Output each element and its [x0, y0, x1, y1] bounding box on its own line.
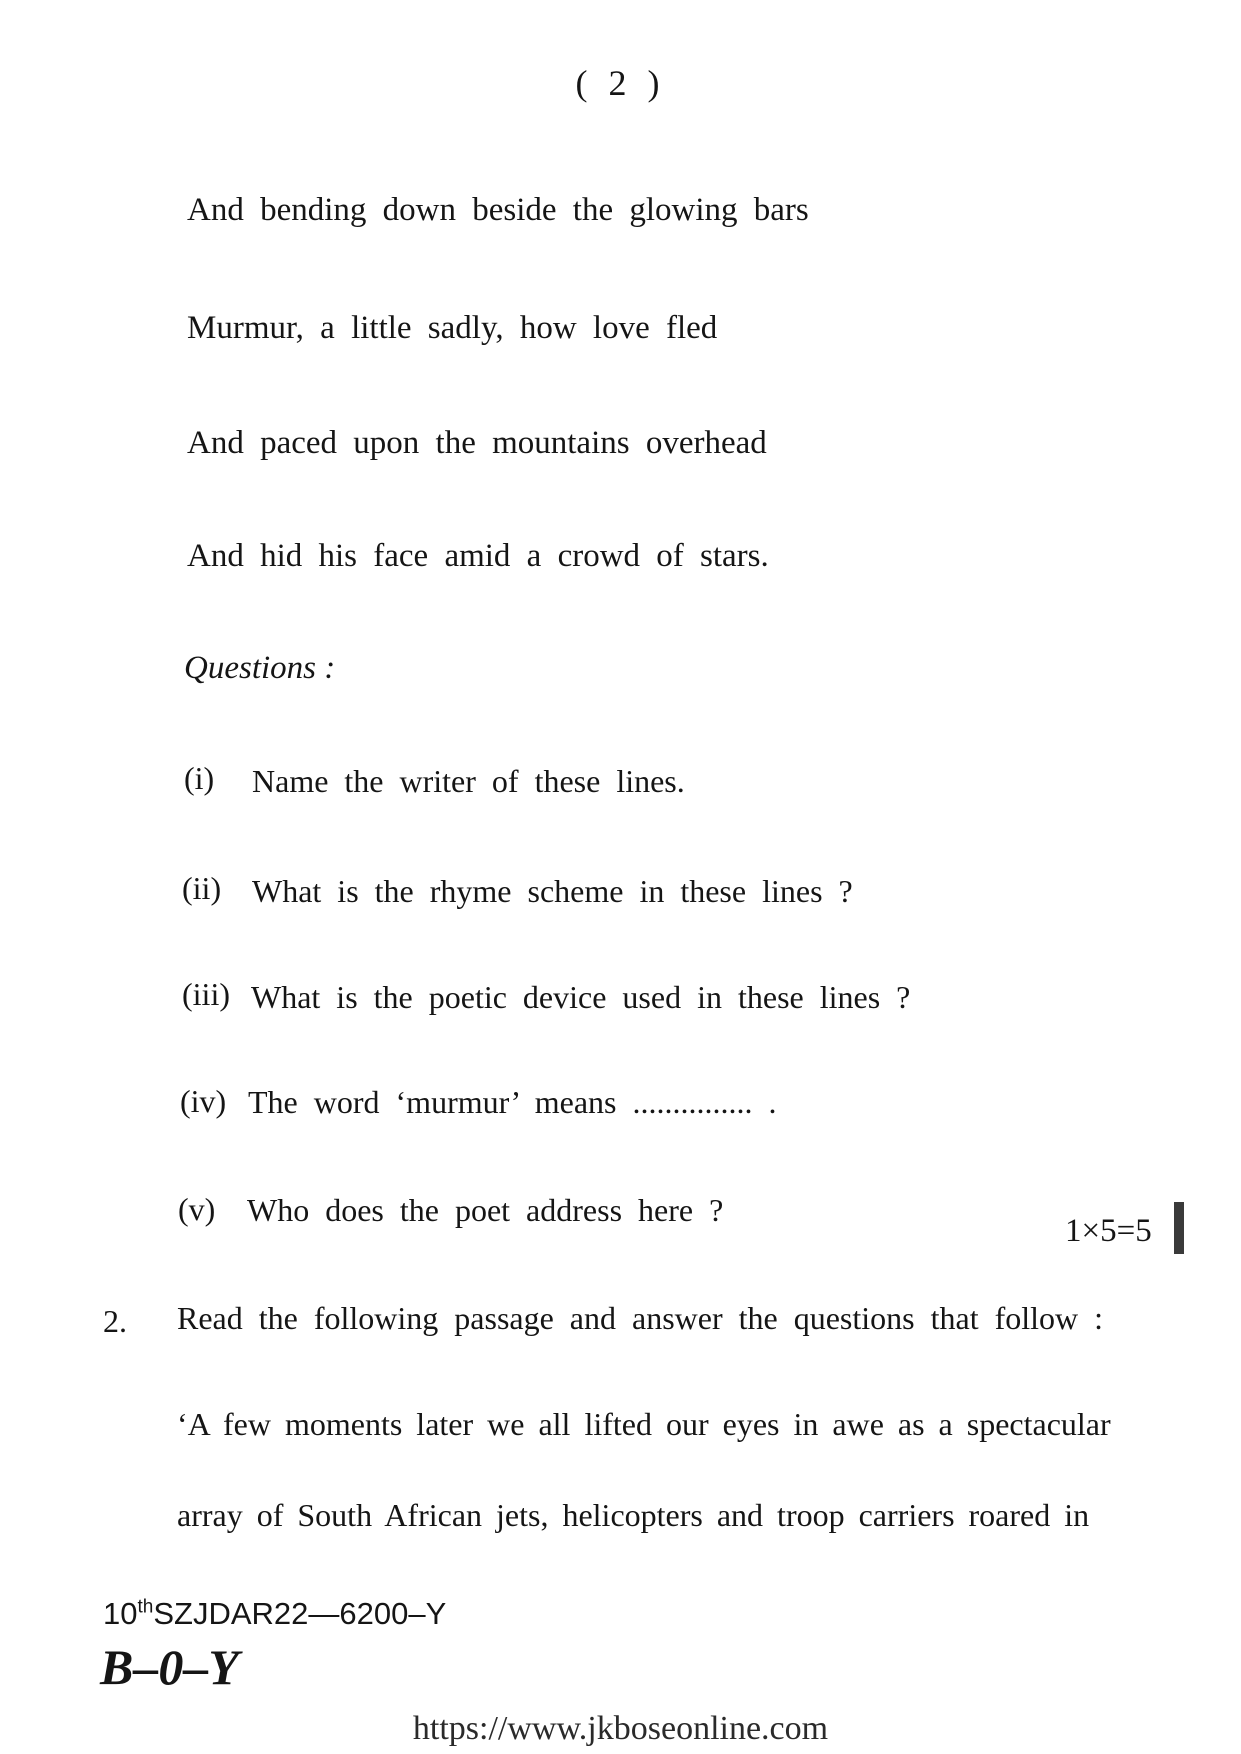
- question-number: (ii): [182, 870, 222, 906]
- page-number: ( 2 ): [575, 63, 666, 103]
- poem-line-1: And bending down beside the glowing bars: [187, 192, 809, 228]
- series-code: B–0–Y: [100, 1639, 239, 1695]
- paper-code-superscript: th: [137, 1596, 154, 1618]
- paper-code: [103, 1596, 446, 1632]
- source-url: https://www.jkboseonline.com: [412, 1710, 829, 1747]
- paper-code-prefix: 10: [103, 1596, 138, 1631]
- question-text: Name the writer of these lines.: [252, 763, 685, 799]
- question-number: (v): [178, 1191, 216, 1227]
- question-2-number: 2.: [103, 1303, 127, 1339]
- question-number: (i): [184, 760, 215, 796]
- poem-line-4: And hid his face amid a crowd of stars.: [187, 538, 769, 574]
- passage-line-1: ‘A few moments later we all lifted our eyes in awe as a spectacular: [177, 1406, 1111, 1442]
- marks-allocation: 1×5=5: [1065, 1213, 1152, 1249]
- question-text: The word ‘murmur’ means ............... .: [248, 1084, 777, 1120]
- passage-line-2: array of South African jets, helicopters and troop carriers roared in: [177, 1497, 1090, 1533]
- question-text: Who does the poet address here ?: [247, 1192, 724, 1228]
- question-text: What is the poetic device used in these lines ?: [251, 979, 911, 1015]
- question-number: (iii): [182, 976, 230, 1012]
- margin-mark: [1174, 1202, 1184, 1254]
- paper-code-rest: SZJDAR22—6200–Y: [153, 1596, 447, 1631]
- poem-line-2: Murmur, a little sadly, how love fled: [187, 310, 718, 346]
- question-text: What is the rhyme scheme in these lines ?: [252, 873, 853, 909]
- questions-heading: Questions :: [184, 650, 336, 686]
- poem-line-3: And paced upon the mountains overhead: [187, 425, 767, 461]
- question-number: (iv): [180, 1083, 227, 1119]
- question-2-text: Read the following passage and answer the questions that follow :: [177, 1300, 1104, 1336]
